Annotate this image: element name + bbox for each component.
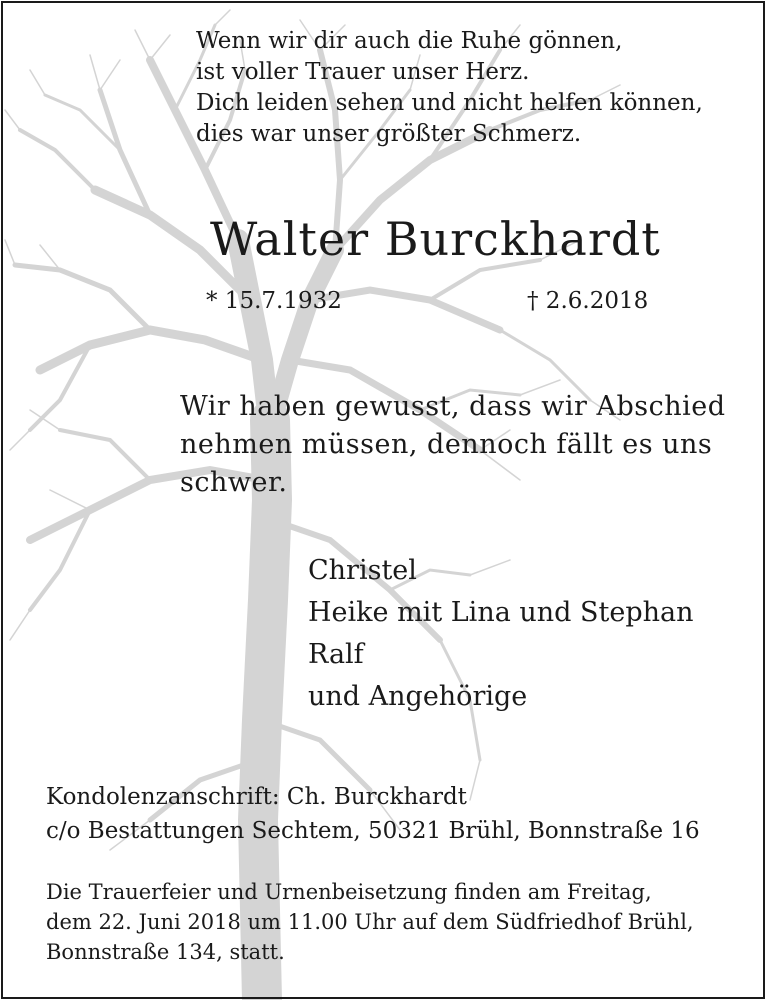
funeral-service-info (46, 877, 694, 967)
deceased-name: Walter Burckhardt (210, 212, 661, 266)
service-line: dem 22. Juni 2018 um 11.00 Uhr auf dem Südfriedhof Brühl, (46, 910, 694, 934)
poem-line: dies war unser größter Schmerz. (196, 121, 582, 147)
farewell-line: schwer. (180, 467, 288, 498)
mourner-name: Ralf (308, 639, 364, 670)
poem-line: Dich leiden sehen und nicht helfen können, (196, 90, 703, 116)
poem-line: Wenn wir dir auch die Ruhe gönnen, (196, 28, 623, 54)
mourner-name: und Angehörige (308, 681, 528, 712)
condolence-address (46, 780, 700, 848)
farewell-text (180, 388, 726, 502)
poem-line: ist voller Trauer unser Herz. (196, 59, 530, 85)
memorial-poem (196, 26, 703, 150)
mourner-name: Heike mit Lina und Stephan (308, 597, 694, 628)
mourner-name: Christel (308, 555, 417, 586)
service-line: Bonnstraße 134, statt. (46, 940, 285, 964)
condolence-line: Kondolenzanschrift: Ch. Burckhardt (46, 784, 467, 810)
death-date: † 2.6.2018 (527, 288, 649, 314)
birth-date: * 15.7.1932 (206, 288, 342, 314)
farewell-line: Wir haben gewusst, dass wir Abschied (180, 391, 726, 422)
mourners-list (308, 550, 694, 718)
farewell-line: nehmen müssen, dennoch fällt es uns (180, 429, 713, 460)
service-line: Die Trauerfeier und Urnenbeisetzung finden am Freitag, (46, 880, 652, 904)
condolence-line: c/o Bestattungen Sechtem, 50321 Brühl, Bonnstraße 16 (46, 818, 700, 844)
